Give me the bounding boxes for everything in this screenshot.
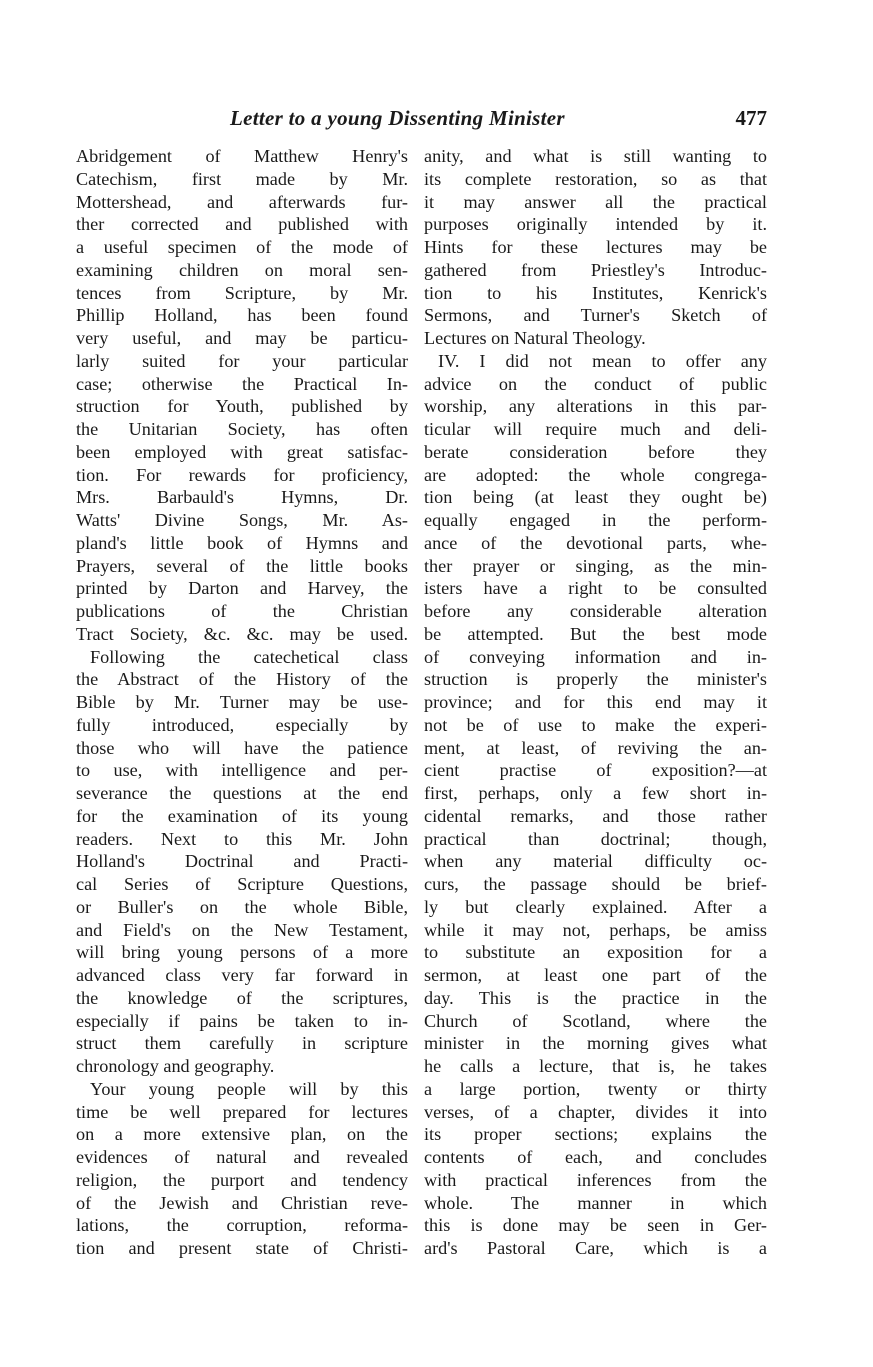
text-line: Tract Society, &c. &c. may be used.	[76, 623, 408, 644]
text-line: he calls a lecture, that is, he takes	[424, 1056, 767, 1076]
text-line: those who will have the patience	[76, 737, 408, 758]
text-line: struct them carefully in scripture	[76, 1033, 408, 1054]
text-line: Abridgement of Matthew Henry's	[76, 146, 408, 166]
text-line: for the examination of its young	[76, 805, 408, 826]
text-line: publications of the Christian	[76, 601, 408, 621]
text-line: pland's little book of Hymns and	[76, 532, 408, 553]
text-line: isters have a right to be consulted	[424, 578, 767, 599]
text-line: case; otherwise the Practical In-	[76, 373, 408, 394]
text-line: gathered from Priestley's Introduc-	[424, 259, 767, 280]
text-line: will bring young persons of a more	[76, 942, 408, 963]
text-line: cal Series of Scripture Questions,	[76, 874, 408, 894]
text-line: a useful specimen of the mode of	[76, 237, 408, 257]
text-line: ard's Pastoral Care, which is a	[424, 1238, 767, 1258]
text-line: of the Jewish and Christian reve-	[76, 1192, 408, 1213]
text-line: not be of use to make the experi-	[424, 714, 767, 735]
text-line: cidental remarks, and those rather	[424, 805, 767, 826]
text-line: first, perhaps, only a few short in-	[424, 783, 767, 803]
text-line: to use, with intelligence and per-	[76, 760, 408, 781]
text-line: struction is properly the minister's	[424, 669, 767, 690]
text-line: its complete restoration, so as that	[424, 168, 767, 189]
text-line: advanced class very far forward in	[76, 965, 408, 985]
text-line: tion being (at least they ought be)	[424, 487, 767, 508]
text-line: severance the questions at the end	[76, 783, 408, 803]
text-line: whole. The manner in which	[424, 1192, 767, 1213]
text-line: religion, the purport and tendency	[76, 1169, 408, 1190]
right-column	[424, 145, 767, 1260]
text-line: or Buller's on the whole Bible,	[76, 896, 408, 917]
text-line: ance of the devotional parts, whe-	[424, 532, 767, 553]
text-line: especially if pains be taken to in-	[76, 1010, 408, 1031]
text-line: while it may not, perhaps, be amiss	[424, 919, 767, 940]
text-line: ther corrected and published with	[76, 214, 408, 235]
text-line: the Unitarian Society, has often	[76, 419, 408, 439]
text-line: Holland's Doctrinal and Practi-	[76, 851, 408, 872]
text-line: to substitute an exposition for a	[424, 942, 767, 963]
text-line: contents of each, and concludes	[424, 1147, 767, 1167]
text-line: when any material difficulty oc-	[424, 851, 767, 872]
text-line: of conveying information and in-	[424, 646, 767, 667]
text-line: time be well prepared for lectures	[76, 1101, 408, 1122]
text-line: readers. Next to this Mr. John	[76, 828, 408, 849]
text-line: Phillip Holland, has been found	[76, 305, 408, 326]
text-line: Catechism, first made by Mr.	[76, 168, 408, 189]
text-line: evidences of natural and revealed	[76, 1147, 408, 1167]
text-line: chronology and geography.	[76, 1056, 275, 1076]
text-line: sermon, at least one part of the	[424, 965, 767, 985]
text-line: be attempted. But the best mode	[424, 623, 767, 644]
text-line: Bible by Mr. Turner may be use-	[76, 692, 408, 712]
text-line: Hints for these lectures may be	[424, 237, 767, 257]
text-line: ticular will require much and deli-	[424, 419, 767, 439]
text-line: on a more extensive plan, on the	[76, 1124, 408, 1145]
text-line: tion and present state of Christi-	[76, 1238, 408, 1258]
text-line: ly but clearly explained. After a	[424, 896, 767, 917]
text-line: practical than doctrinal; though,	[424, 828, 767, 849]
text-line: curs, the passage should be brief-	[424, 874, 767, 894]
text-line: ment, at least, of reviving the an-	[424, 737, 767, 758]
text-line: lations, the corruption, reforma-	[76, 1215, 408, 1236]
text-line: tences from Scripture, by Mr.	[76, 282, 408, 303]
text-line: ther prayer or singing, as the min-	[424, 555, 767, 576]
text-line: larly suited for your particular	[76, 350, 408, 371]
text-line: equally engaged in the perform-	[424, 510, 767, 530]
text-line: a large portion, twenty or thirty	[424, 1078, 767, 1099]
text-line: minister in the morning gives what	[424, 1033, 767, 1054]
text-line: cient practise of exposition?—at	[424, 760, 767, 781]
left-column	[76, 145, 408, 1260]
text-line: with practical inferences from the	[424, 1169, 767, 1190]
text-line: it may answer all the practical	[424, 191, 767, 212]
text-line: the knowledge of the scriptures,	[76, 987, 408, 1008]
text-line: province; and for this end may it	[424, 692, 767, 712]
text-line: Mottershead, and afterwards fur-	[76, 191, 408, 212]
text-line: day. This is the practice in the	[424, 987, 767, 1008]
text-line: Church of Scotland, where the	[424, 1010, 767, 1031]
text-line: its proper sections; explains the	[424, 1124, 767, 1145]
text-line: are adopted: the whole congrega-	[424, 464, 767, 485]
running-title: Letter to a young Dissenting Minister	[230, 106, 565, 130]
page-number: 477	[735, 106, 767, 130]
text-line: before any considerable alteration	[424, 601, 767, 621]
text-line: advice on the conduct of public	[424, 373, 767, 394]
text-line: Following the catechetical class	[90, 646, 408, 667]
text-line: Watts' Divine Songs, Mr. As-	[76, 510, 408, 530]
text-line: struction for Youth, published by	[76, 396, 408, 417]
text-line: Sermons, and Turner's Sketch of	[424, 305, 767, 326]
text-line: very useful, and may be particu-	[76, 328, 408, 348]
text-line: been employed with great satisfac-	[76, 441, 408, 462]
text-line: this is done may be seen in Ger-	[424, 1215, 767, 1236]
text-line: Prayers, several of the little books	[76, 555, 408, 576]
text-line: verses, of a chapter, divides it into	[424, 1101, 767, 1122]
running-head	[230, 106, 767, 134]
text-line: and Field's on the New Testament,	[76, 919, 408, 940]
text-line: Mrs. Barbauld's Hymns, Dr.	[76, 487, 408, 508]
text-line: fully introduced, especially by	[76, 714, 408, 735]
text-line: the Abstract of the History of the	[76, 669, 408, 690]
text-line: berate consideration before they	[424, 441, 767, 462]
text-line: tion to his Institutes, Kenrick's	[424, 282, 767, 303]
text-line: examining children on moral sen-	[76, 259, 408, 280]
text-line: printed by Darton and Harvey, the	[76, 578, 408, 599]
text-line: worship, any alterations in this par-	[424, 396, 767, 417]
text-line: Lectures on Natural Theology.	[424, 328, 646, 348]
text-line: anity, and what is still wanting to	[424, 146, 767, 166]
text-line: IV. I did not mean to offer any	[438, 350, 767, 371]
text-line: Your young people will by this	[90, 1078, 408, 1099]
text-line: tion. For rewards for proficiency,	[76, 464, 408, 485]
text-line: purposes originally intended by it.	[424, 214, 767, 235]
